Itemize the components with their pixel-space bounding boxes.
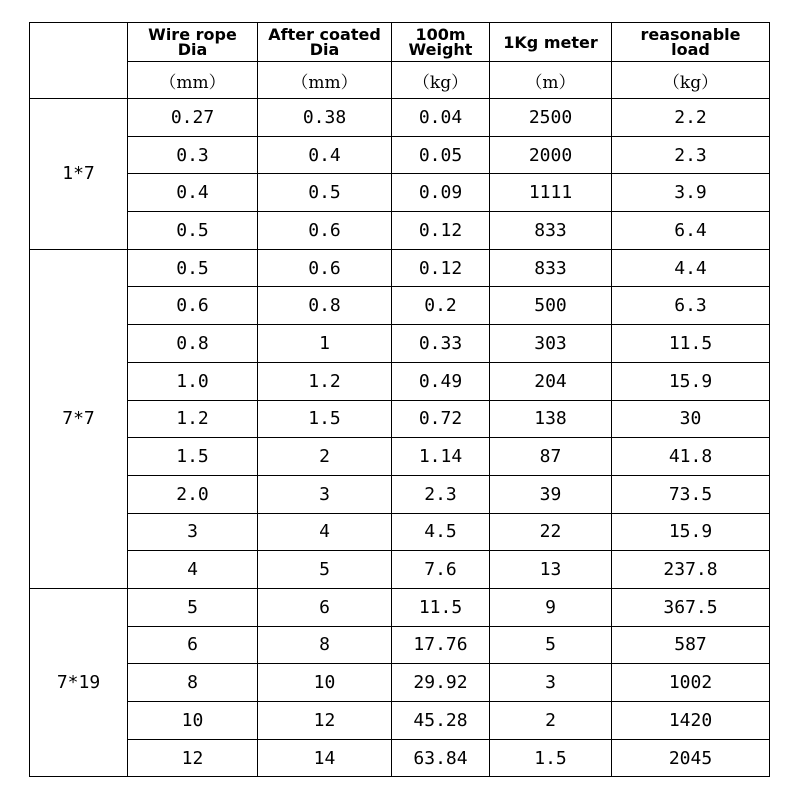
cell-wire-rope-dia: 0.27 [128, 99, 258, 137]
unit-1kg-meter: （m） [490, 62, 612, 99]
cell-wire-rope-dia: 5 [128, 588, 258, 626]
cell-after-coated-dia: 1 [258, 325, 392, 363]
cell-after-coated-dia: 0.8 [258, 287, 392, 325]
cell-100m-weight: 0.2 [392, 287, 490, 325]
cell-wire-rope-dia: 1.0 [128, 362, 258, 400]
cell-reasonable-load: 15.9 [612, 513, 770, 551]
header-line2: Dia [177, 40, 208, 59]
cell-after-coated-dia: 1.2 [258, 362, 392, 400]
cell-100m-weight: 0.12 [392, 212, 490, 250]
cell-1kg-meter: 204 [490, 362, 612, 400]
cell-1kg-meter: 2 [490, 702, 612, 740]
cell-after-coated-dia: 8 [258, 626, 392, 664]
cell-after-coated-dia: 0.6 [258, 212, 392, 250]
table-row [30, 325, 770, 363]
table-row [30, 702, 770, 740]
cell-reasonable-load: 6.4 [612, 212, 770, 250]
cell-100m-weight: 0.09 [392, 174, 490, 212]
cell-after-coated-dia: 14 [258, 739, 392, 777]
cell-reasonable-load: 30 [612, 400, 770, 438]
cell-wire-rope-dia: 2.0 [128, 475, 258, 513]
cell-reasonable-load: 3.9 [612, 174, 770, 212]
cell-after-coated-dia: 4 [258, 513, 392, 551]
cell-1kg-meter: 303 [490, 325, 612, 363]
cell-wire-rope-dia: 0.4 [128, 174, 258, 212]
cell-1kg-meter: 39 [490, 475, 612, 513]
cell-reasonable-load: 1420 [612, 702, 770, 740]
header-wire-rope-dia [128, 23, 258, 62]
cell-wire-rope-dia: 3 [128, 513, 258, 551]
cell-reasonable-load: 2.2 [612, 99, 770, 137]
cell-1kg-meter: 22 [490, 513, 612, 551]
cell-100m-weight: 1.14 [392, 438, 490, 476]
cell-wire-rope-dia: 0.5 [128, 249, 258, 287]
header-reasonable-load [612, 23, 770, 62]
cell-reasonable-load: 41.8 [612, 438, 770, 476]
table-row [30, 664, 770, 702]
cell-1kg-meter: 1.5 [490, 739, 612, 777]
cell-after-coated-dia: 6 [258, 588, 392, 626]
cell-after-coated-dia: 0.38 [258, 99, 392, 137]
cell-1kg-meter: 9 [490, 588, 612, 626]
cell-1kg-meter: 3 [490, 664, 612, 702]
table-row [30, 438, 770, 476]
cell-wire-rope-dia: 0.6 [128, 287, 258, 325]
cell-1kg-meter: 13 [490, 551, 612, 589]
cell-wire-rope-dia: 12 [128, 739, 258, 777]
table-body [30, 99, 770, 777]
cell-1kg-meter: 833 [490, 249, 612, 287]
cell-100m-weight: 2.3 [392, 475, 490, 513]
cell-reasonable-load: 6.3 [612, 287, 770, 325]
table-row [30, 99, 770, 137]
cell-wire-rope-dia: 8 [128, 664, 258, 702]
cell-reasonable-load: 4.4 [612, 249, 770, 287]
cell-after-coated-dia: 2 [258, 438, 392, 476]
unit-reasonable-load: （kg） [612, 62, 770, 99]
cell-reasonable-load: 2045 [612, 739, 770, 777]
table-row [30, 212, 770, 250]
table-row [30, 249, 770, 287]
cell-1kg-meter: 2500 [490, 99, 612, 137]
corner-cell [30, 23, 128, 99]
header-line1: After coated [268, 25, 381, 44]
cell-after-coated-dia: 12 [258, 702, 392, 740]
cell-100m-weight: 0.05 [392, 136, 490, 174]
header-line2: Dia [309, 40, 340, 59]
cell-1kg-meter: 87 [490, 438, 612, 476]
header-line1: reasonable [640, 25, 741, 44]
table-row [30, 362, 770, 400]
unit-100m-weight: （kg） [392, 62, 490, 99]
table-row [30, 174, 770, 212]
cell-1kg-meter: 1111 [490, 174, 612, 212]
cell-wire-rope-dia: 4 [128, 551, 258, 589]
cell-100m-weight: 0.04 [392, 99, 490, 137]
cell-after-coated-dia: 0.5 [258, 174, 392, 212]
header-100m-weight [392, 23, 490, 62]
cell-100m-weight: 45.28 [392, 702, 490, 740]
cell-reasonable-load: 2.3 [612, 136, 770, 174]
cell-reasonable-load: 367.5 [612, 588, 770, 626]
cell-1kg-meter: 5 [490, 626, 612, 664]
unit-after-coated-dia: （mm） [258, 62, 392, 99]
cell-reasonable-load: 587 [612, 626, 770, 664]
cell-after-coated-dia: 5 [258, 551, 392, 589]
header-after-coated-dia [258, 23, 392, 62]
header-title-row [30, 23, 770, 62]
cell-1kg-meter: 138 [490, 400, 612, 438]
table-row [30, 626, 770, 664]
cell-reasonable-load: 237.8 [612, 551, 770, 589]
cell-100m-weight: 63.84 [392, 739, 490, 777]
cell-after-coated-dia: 0.4 [258, 136, 392, 174]
unit-wire-rope-dia: （mm） [128, 62, 258, 99]
table-row [30, 136, 770, 174]
cell-wire-rope-dia: 0.5 [128, 212, 258, 250]
cell-wire-rope-dia: 6 [128, 626, 258, 664]
rope-type-label: 7*19 [30, 588, 128, 776]
cell-reasonable-load: 15.9 [612, 362, 770, 400]
cell-100m-weight: 0.49 [392, 362, 490, 400]
table-row [30, 475, 770, 513]
rope-type-label: 7*7 [30, 249, 128, 588]
cell-wire-rope-dia: 0.8 [128, 325, 258, 363]
header-line1: 1Kg meter [503, 32, 598, 52]
cell-reasonable-load: 11.5 [612, 325, 770, 363]
cell-after-coated-dia: 10 [258, 664, 392, 702]
cell-wire-rope-dia: 1.2 [128, 400, 258, 438]
cell-after-coated-dia: 3 [258, 475, 392, 513]
table-row [30, 739, 770, 777]
cell-100m-weight: 0.33 [392, 325, 490, 363]
header-line2: Weight [408, 40, 473, 59]
table-row [30, 400, 770, 438]
rope-type-label: 1*7 [30, 99, 128, 250]
cell-reasonable-load: 1002 [612, 664, 770, 702]
table-header [30, 23, 770, 99]
wire-rope-spec-table [29, 22, 770, 777]
table-row [30, 551, 770, 589]
table-row [30, 588, 770, 626]
cell-1kg-meter: 2000 [490, 136, 612, 174]
cell-wire-rope-dia: 1.5 [128, 438, 258, 476]
header-line1: 100m [415, 25, 466, 44]
cell-100m-weight: 7.6 [392, 551, 490, 589]
cell-wire-rope-dia: 10 [128, 702, 258, 740]
cell-100m-weight: 17.76 [392, 626, 490, 664]
header-line1: Wire rope [148, 25, 237, 44]
header-line2: load [671, 40, 710, 59]
table-row [30, 287, 770, 325]
table-row [30, 513, 770, 551]
cell-1kg-meter: 500 [490, 287, 612, 325]
cell-after-coated-dia: 1.5 [258, 400, 392, 438]
cell-100m-weight: 0.12 [392, 249, 490, 287]
cell-after-coated-dia: 0.6 [258, 249, 392, 287]
cell-100m-weight: 4.5 [392, 513, 490, 551]
cell-100m-weight: 11.5 [392, 588, 490, 626]
header-unit-row [30, 62, 770, 99]
cell-wire-rope-dia: 0.3 [128, 136, 258, 174]
cell-100m-weight: 29.92 [392, 664, 490, 702]
cell-reasonable-load: 73.5 [612, 475, 770, 513]
cell-1kg-meter: 833 [490, 212, 612, 250]
header-1kg-meter [490, 23, 612, 62]
cell-100m-weight: 0.72 [392, 400, 490, 438]
